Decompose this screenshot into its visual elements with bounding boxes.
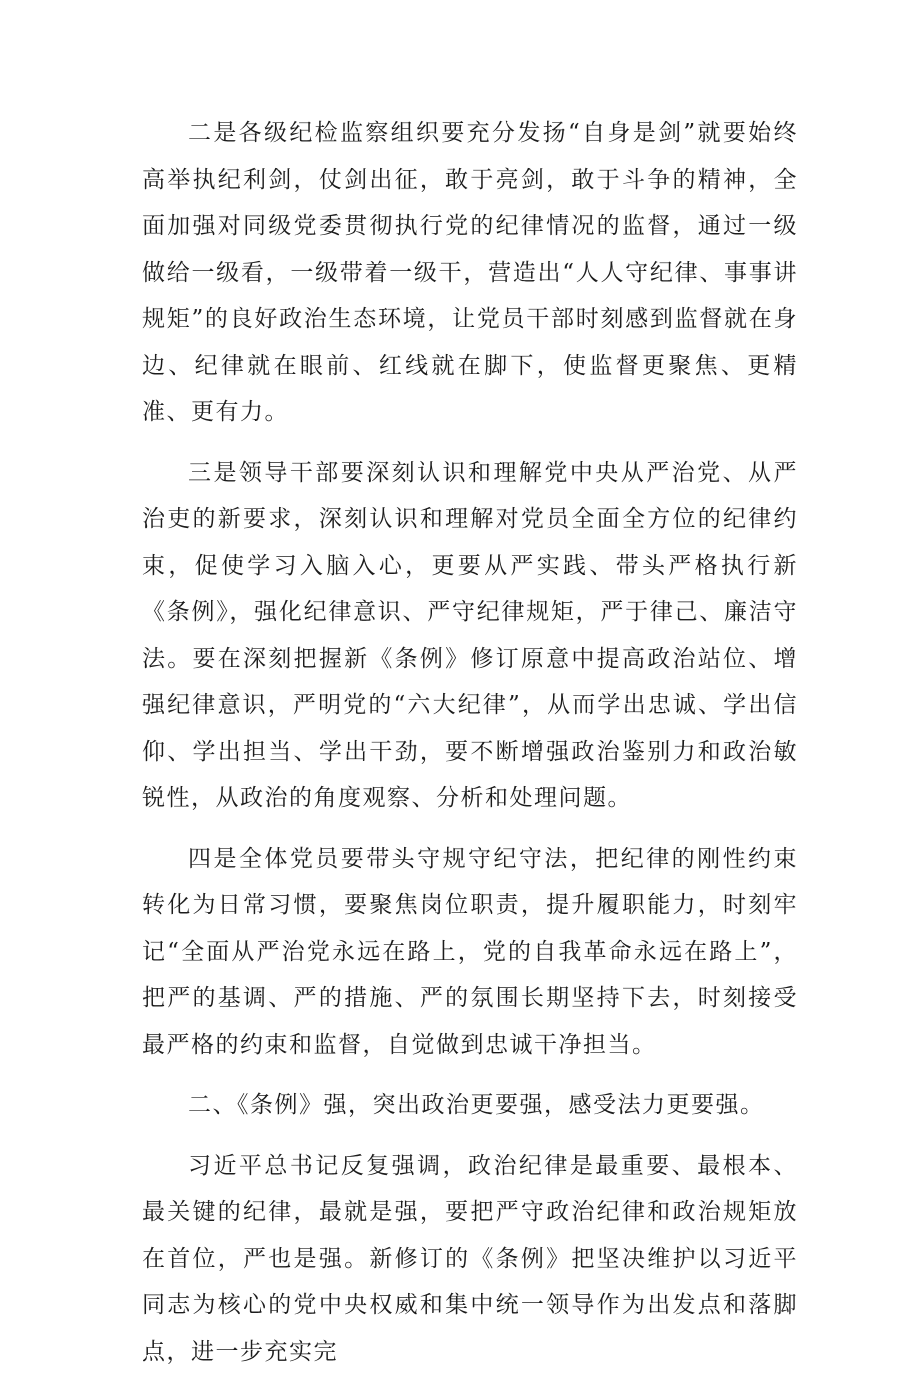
paragraph-political-discipline: 习近平总书记反复强调，政治纪律是最重要、最根本、最关键的纪律，最就是强，要把严守政治纪律和政治规矩放在首位，严也是强。新修订的《条例》把坚决维护以习近平同志为核心的党中央权威和集中统一领导作为出发点和落脚点，进一步充实完 (142, 1152, 798, 1365)
section-heading-two: 二、《条例》强，突出政治更要强，感受法力更要强。 (188, 1092, 765, 1118)
paragraph-third-point: 三是领导干部要深刻认识和理解党中央从严治党、从严治吏的新要求，深刻认识和理解对党员全面全方位的纪律约束，促使学习入脑入心，更要从严实践、带头严格执行新《条例》，强化纪律意识、严守纪律规矩，严于律己、廉洁守法。要在深刻把握新《条例》修订原意中提高政治站位、增强纪律意识，严明党的“六大纪律”，从而学出忠诚、学出信仰、学出担当、学出干劲，要不断增强政治鉴别力和政治敏锐性，从政治的角度观察、分析和处理问题。 (142, 459, 798, 811)
paragraph-fourth-point: 四是全体党员要带头守规守纪守法，把纪律的刚性约束转化为日常习惯，要聚焦岗位职责，提升履职能力，时刻牢记“全面从严治党永远在路上，党的自我革命永远在路上”，把严的基调、严的措施、严的氛围长期坚持下去，时刻接受最严格的约束和监督，自觉做到忠诚干净担当。 (142, 845, 798, 1058)
document-body (142, 110, 798, 1389)
paragraph-second-point: 二是各级纪检监察组织要充分发扬“自身是剑”就要始终高举执纪利剑，仗剑出征，敢于亮剑，敢于斗争的精神，全面加强对同级党委贯彻执行党的纪律情况的监督，通过一级做给一级看，一级带着一级干，营造出“人人守纪律、事事讲规矩”的良好政治生态环境，让党员干部时刻感到监督就在身边、纪律就在眼前、红线就在脚下，使监督更聚焦、更精准、更有力。 (142, 120, 798, 425)
